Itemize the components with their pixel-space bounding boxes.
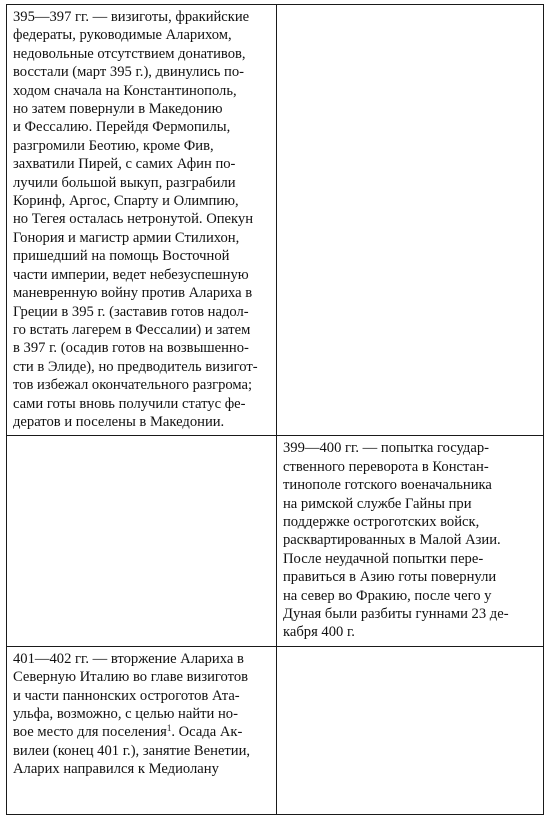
- text-line: и Фессалию. Перейдя Фермопилы,: [13, 119, 231, 136]
- event-cell-395-397: [7, 5, 277, 436]
- chronology-page: [6, 4, 543, 778]
- text-line: части империи, ведет небезуспешную: [13, 266, 249, 283]
- text-line: недовольные отсутствием донативов,: [13, 45, 246, 62]
- text-line: маневренную войну против Алариха в: [13, 285, 253, 302]
- text-line: ходом сначала на Константинополь,: [13, 82, 237, 99]
- text-line: разгромили Беотию, кроме Фив,: [13, 137, 214, 154]
- text-line: тинополе готского военачальника: [283, 477, 492, 494]
- footnote-marker[interactable]: 1: [166, 723, 172, 734]
- text-line: на римской службе Гайны при: [283, 495, 472, 512]
- text-line: дератов и поселены в Македонии.: [13, 413, 225, 430]
- event-cell-401-402: [7, 646, 277, 814]
- event-cell-399-400: [277, 436, 544, 646]
- text-line: Северную Италию во главе визиготов: [13, 669, 249, 686]
- text-line: Гонория и магистр армии Стилихон,: [13, 229, 240, 246]
- text-line: сами готы вновь получили статус фе-: [13, 395, 246, 412]
- text-line: в 397 г. (осадив готов на возвышенно-: [13, 340, 249, 357]
- text-line: кабря 400 г.: [283, 624, 355, 641]
- text-line: но затем повернули в Македонию: [13, 101, 223, 118]
- table-row: [7, 5, 544, 436]
- empty-cell: [7, 436, 277, 646]
- text-line: Аларих направился к Медиолану: [13, 761, 219, 778]
- text-line: федераты, руководимые Аларихом,: [13, 27, 232, 44]
- text-line: правиться в Азию готы повернули: [283, 569, 497, 586]
- text-line: восстали (март 395 г.), двинулись по-: [13, 64, 245, 81]
- text-line: 401—402 гг. — вторжение Алариха в: [13, 650, 244, 667]
- text-line: Коринф, Аргос, Спарту и Олимпию,: [13, 193, 239, 210]
- empty-cell: [277, 5, 544, 436]
- text-line: сти в Элиде), но предводитель визигот-: [13, 358, 258, 375]
- table-row: [7, 436, 544, 646]
- text-line: ульфа, возможно, с целью найти но-: [13, 706, 238, 723]
- text-line: поддержке остроготских войск,: [283, 513, 480, 530]
- text-line: Греции в 395 г. (заставив готов надол-: [13, 303, 249, 320]
- text-line: на север во Фракию, после чего у: [283, 587, 492, 604]
- text-line: го встать лагерем в Фессалии) и затем: [13, 321, 251, 338]
- text-line-with-footnote: [13, 723, 270, 741]
- empty-cell: [277, 646, 544, 814]
- text-line: расквартированных в Малой Азии.: [283, 532, 501, 549]
- text-line: После неудачной попытки пере-: [283, 550, 484, 567]
- chronology-table: [6, 4, 544, 815]
- text-line: Дуная были разбиты гуннами 23 де-: [283, 606, 509, 622]
- text-fragment: . Осада Ак-: [171, 724, 243, 741]
- text-line: захватили Пирей, с самих Афин по-: [13, 156, 236, 173]
- text-line: пришедший на помощь Восточной: [13, 248, 230, 265]
- text-line: и части паннонских остроготов Ата-: [13, 687, 240, 704]
- text-line: лучили большой выкуп, разграбили: [13, 174, 236, 191]
- text-line: ственного переворота в Констан-: [283, 458, 489, 475]
- text-line: вилеи (конец 401 г.), занятие Венетии,: [13, 742, 251, 759]
- text-fragment: вое место для поселения: [13, 724, 167, 741]
- table-row: [7, 646, 544, 814]
- text-line: но Тегея осталась нетронутой. Опекун: [13, 211, 254, 228]
- text-line: тов избежал окончательного разгрома;: [13, 377, 253, 394]
- text-line: 395—397 гг. — визиготы, фракийские: [13, 9, 250, 25]
- text-line: 399—400 гг. — попытка государ-: [283, 440, 489, 457]
